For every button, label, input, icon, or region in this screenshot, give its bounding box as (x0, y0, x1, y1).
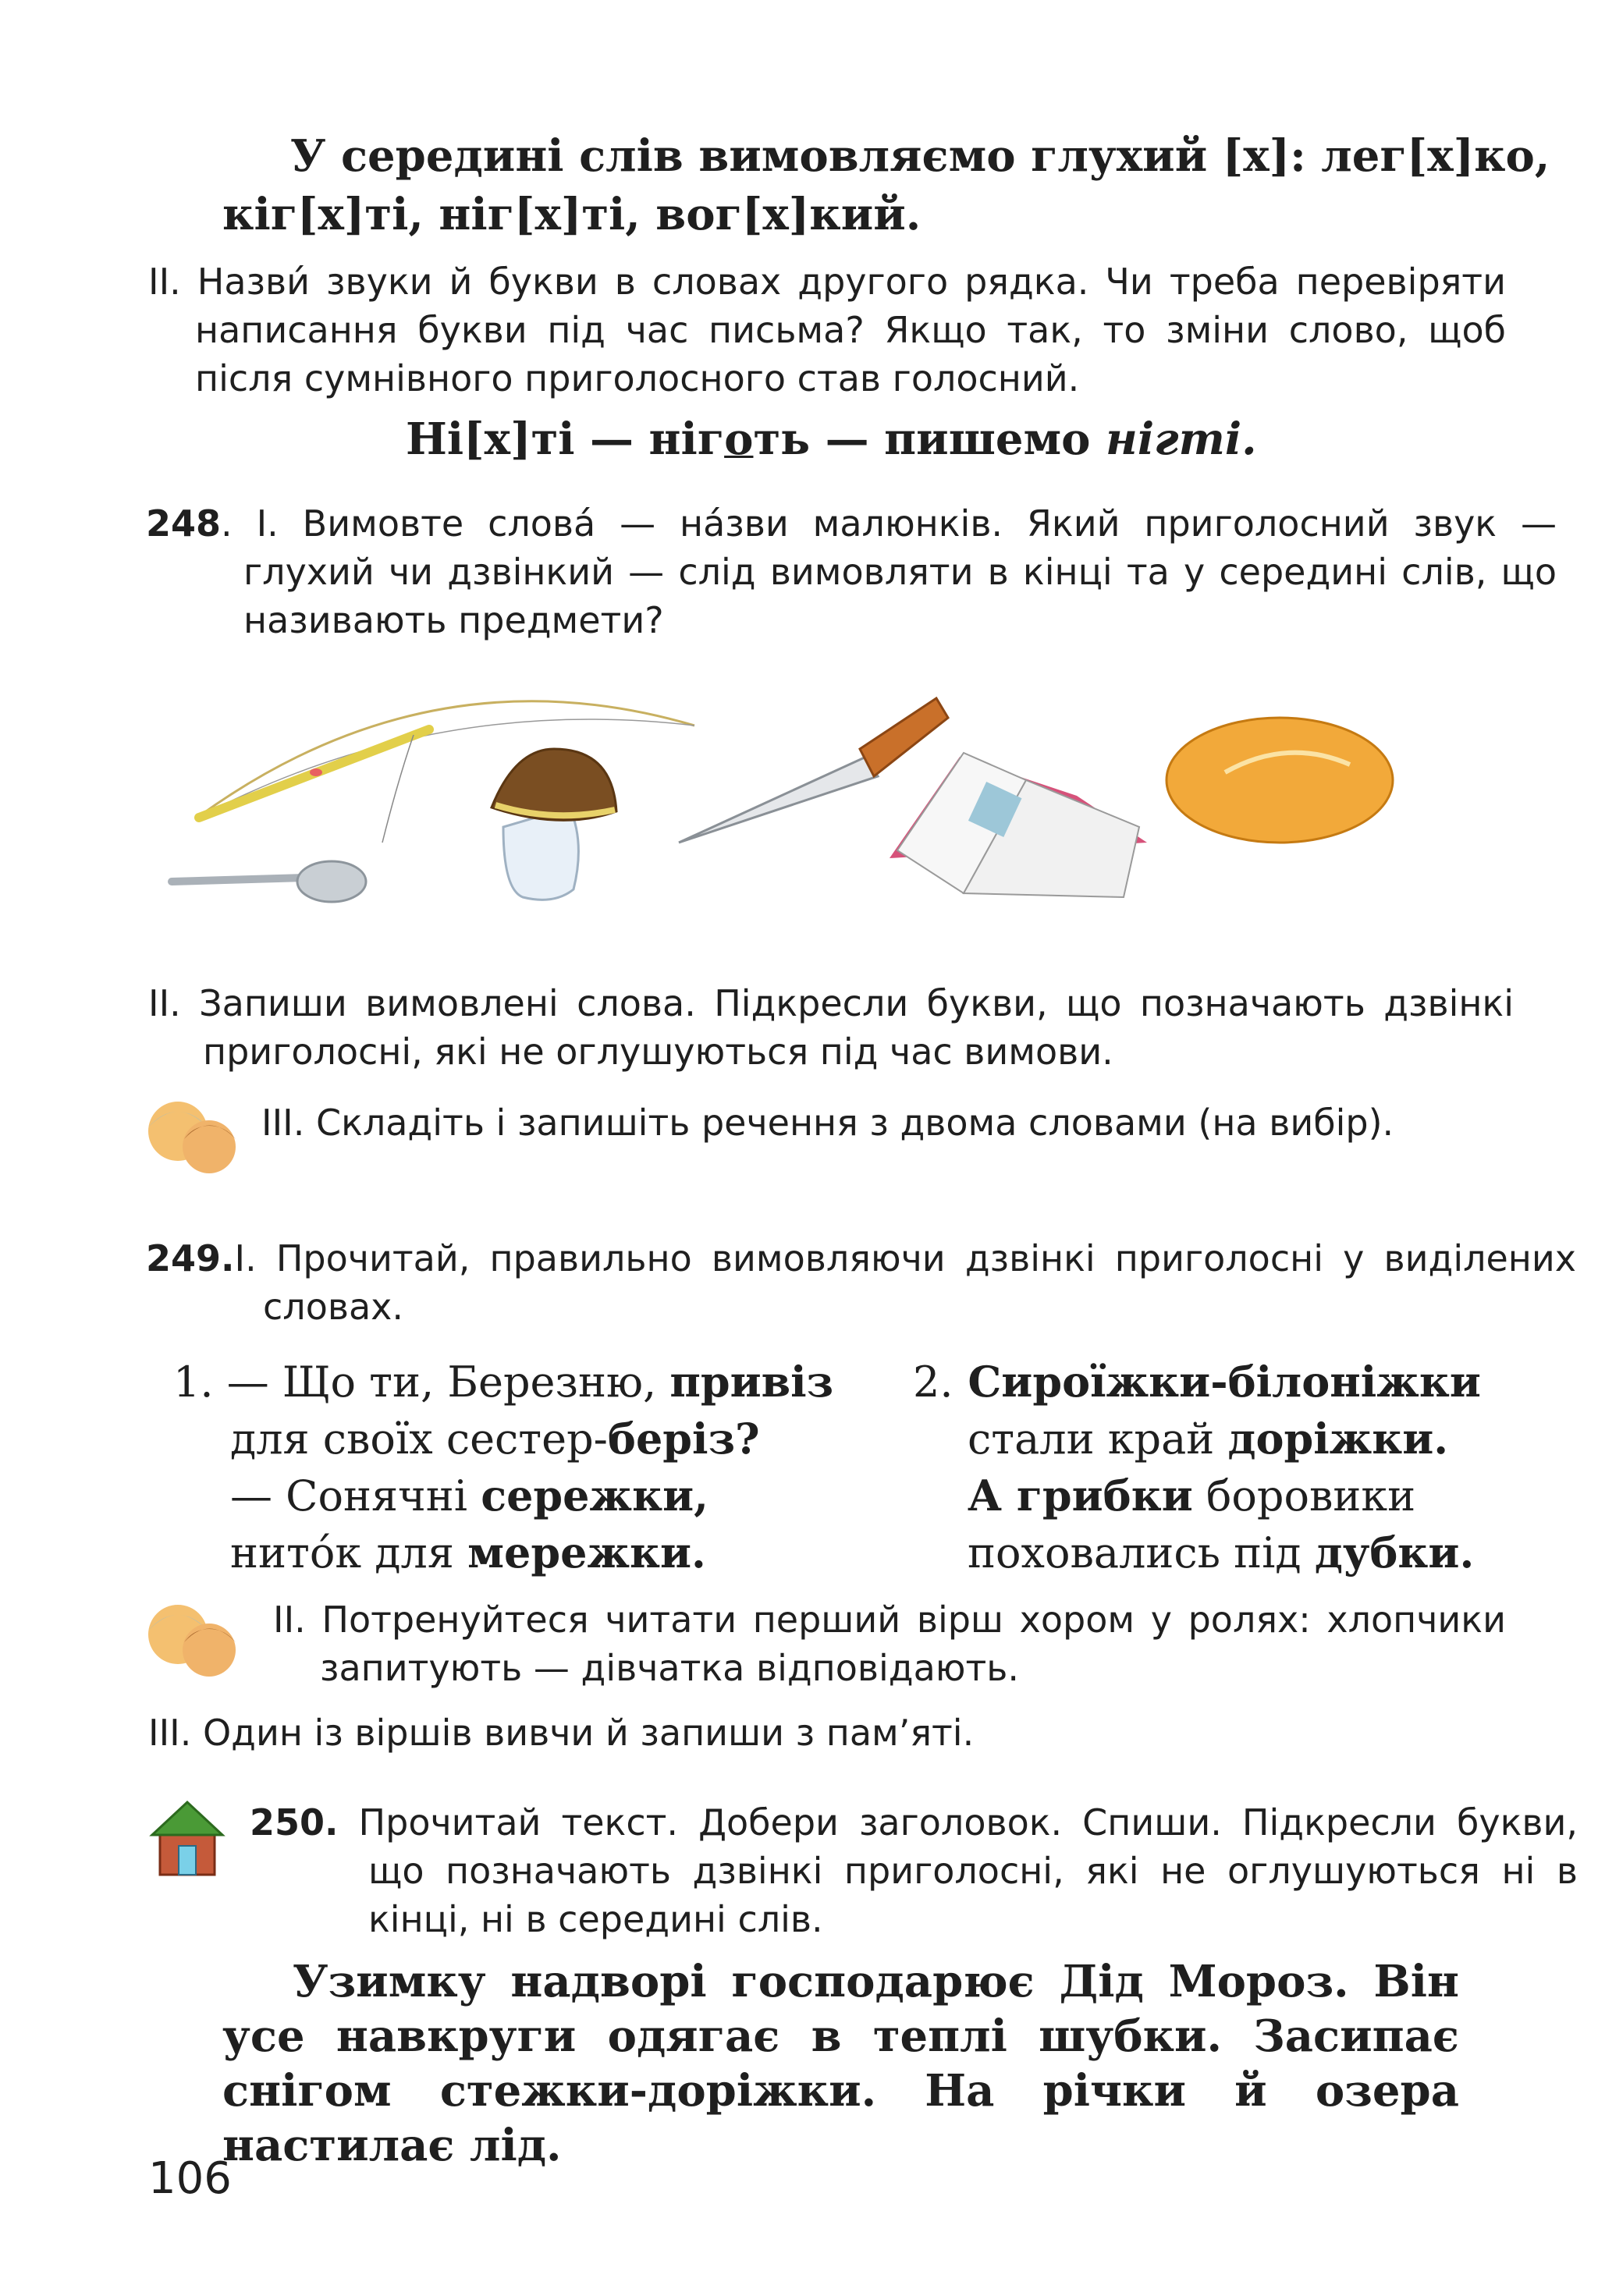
poem-2-line-4-b: дубки. (1314, 1528, 1475, 1577)
poem-2-line-3-b: А грибки (968, 1471, 1193, 1521)
ex250-number: 250. (250, 1801, 339, 1844)
ex249-task-2-text: ІІ. Потренуйтеся читати перший вірш хором у ролях: хлопчики запитують — дівчатка відповідають. (273, 1599, 1506, 1689)
poem-2-line-3-a: боровики (1192, 1471, 1416, 1521)
fishing-rod-icon (195, 701, 694, 843)
kids-pair-icon (139, 1088, 248, 1182)
poem-2-line-1 (913, 1354, 1481, 1411)
rule-line-1 (290, 129, 1550, 183)
page-number-text: 106 (148, 2153, 232, 2204)
ex250-task (250, 1798, 1578, 1943)
poem-2 (913, 1354, 1481, 1581)
ex248-task-2-text: ІІ. Запиши вимовлені слова. Підкресли букви, що позначають дзвінкі приголосні, які не оглушуються під час вимови. (148, 982, 1514, 1073)
example-underlined-letter: о (724, 413, 754, 465)
poem-2-line-1-b: Сироїжки-білоніжки (953, 1357, 1481, 1407)
ex250-task-text: Прочитай текст. Добери заголовок. Спиши. Підкресли букви, що позначають дзвінкі приголосні, які не оглушуються ні в кінці, ні в середині слів. (338, 1801, 1578, 1940)
poem-1-line-3-a: — Сонячні (230, 1471, 481, 1521)
ex250-story-text: Узимку надворі господарює Дід Мороз. Він усе навкруги одягає в теплі шубки. Засипає снігом стежки-доріжки. На річки й озера настилає лід. (222, 1956, 1459, 2171)
rule-line-1-text: У середині слів вимовляємо глухий [х]: лег[х]ко, (290, 130, 1550, 182)
page-number (148, 2153, 232, 2204)
poem-1-number: 1. (173, 1357, 214, 1407)
poem-2-line-4 (913, 1524, 1481, 1581)
house-icon (144, 1794, 230, 1880)
open-book-icon (890, 753, 1147, 897)
ex249-task-1-text: І. Прочитай, правильно вимовляючи дзвінкі приголосні у виділених словах. (234, 1237, 1576, 1328)
poem-1-line-3-b: сережки, (481, 1471, 708, 1521)
rule-task-text: Назви́ звуки й букви в словах другого рядка. Чи треба перевіряти написання букви під час письма? Якщо так, то зміни слово, щоб після сумнівного приголосного став голосний. (195, 261, 1507, 399)
rule-task (148, 257, 1506, 403)
ex248-number: 248 (146, 502, 222, 545)
poem-1-line-2-a: для своїх сестер- (230, 1414, 608, 1464)
poem-2-number: 2. (913, 1357, 953, 1407)
ex249-task-3-text: ІІІ. Один із віршів вивчи й запиши з пам’яті. (148, 1712, 975, 1754)
poem-2-line-2-a: стали край (968, 1414, 1228, 1464)
knife-icon (679, 698, 948, 843)
ex249-task-3 (148, 1709, 1459, 1757)
example-part-2: ть — пишемо (753, 413, 1106, 465)
rule-task-numeral: ІІ. (148, 261, 181, 303)
poem-1 (173, 1354, 833, 1581)
ex248-task-3 (261, 1098, 1549, 1147)
ex248-task-3-text: ІІІ. Складіть і запишіть речення з двома словами (на вибір). (261, 1102, 1394, 1144)
rule-line-2 (222, 187, 921, 242)
example-line (406, 413, 1257, 465)
poem-1-line-4-b: мережки. (467, 1528, 706, 1577)
poem-2-line-2 (913, 1411, 1481, 1467)
poem-1-line-4 (173, 1524, 833, 1581)
poem-1-line-1-b: привіз (669, 1357, 834, 1407)
illustration-strip (148, 663, 1475, 928)
ex248-task-1 (146, 499, 1557, 644)
poem-1-line-2-b: беріз? (607, 1414, 760, 1464)
poem-1-line-1-a: — Що ти, Березню, (213, 1357, 670, 1407)
ex249-task-2 (273, 1595, 1506, 1692)
bread-loaf-icon (1167, 718, 1393, 843)
ex248-task-1-text: . І. Вимовте слова́ — на́зви малюнків. Який приголосний звук — глухий чи дзвінкий — слід вимовляти в кінці та у середині слів, що називають предмети? (221, 502, 1557, 641)
example-part-1: Ні[х]ті — ніг (406, 413, 725, 465)
poem-1-line-3 (173, 1467, 833, 1524)
poem-1-line-1 (173, 1354, 833, 1411)
poem-2-line-2-b: доріжки. (1227, 1414, 1449, 1464)
poem-1-line-4-a: нито́к для (230, 1528, 468, 1577)
ex250-story (222, 1954, 1459, 2173)
poem-2-line-3 (913, 1467, 1481, 1524)
ex249-number: 249. (146, 1237, 235, 1279)
ex248-task-2 (148, 979, 1514, 1076)
rule-line-2-text: кіг[х]ті, ніг[х]ті, вог[х]кий. (222, 189, 922, 240)
poem-2-line-4-a: поховались під (968, 1528, 1315, 1577)
example-italic-word: нігті. (1106, 413, 1257, 465)
spoon-icon (172, 861, 366, 902)
kids-pair-icon-2 (139, 1592, 248, 1685)
mushroom-icon (492, 749, 616, 900)
ex249-task-1 (146, 1234, 1576, 1331)
poem-1-line-2 (173, 1411, 833, 1467)
